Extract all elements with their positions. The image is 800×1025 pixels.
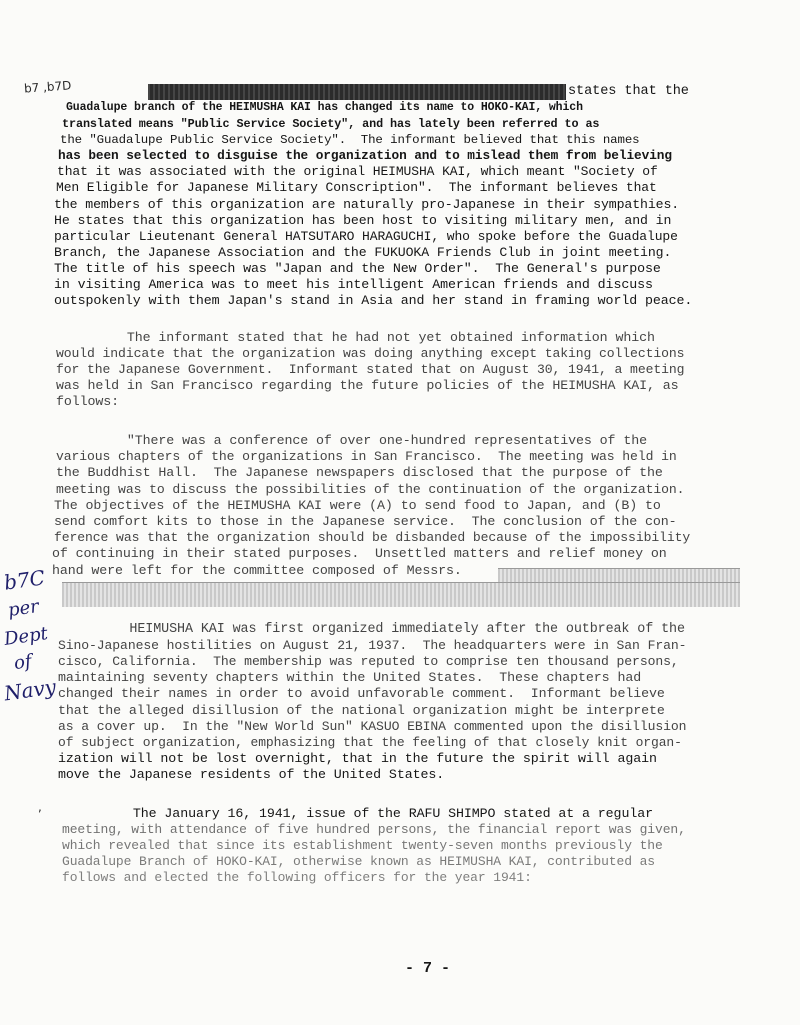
paragraph-1-line-5: has been selected to disguise the organization and to mislead them from believing xyxy=(58,148,672,163)
paragraph-1-line-8: the members of this organization are naturally pro-Japanese in their sympathies. xyxy=(54,197,680,212)
paragraph-4-line-9: ization will not be lost overnight, that in the future the spirit will again xyxy=(58,751,657,766)
paragraph-3-line-7: ference was that the organization should be disbanded because of the impossibility xyxy=(54,530,691,545)
top-left-annotation: b7 ,b7D xyxy=(23,78,72,96)
paragraph-1-line-7: Men Eligible for Japanese Military Conscription". The informant believes that xyxy=(56,180,657,195)
redaction-block xyxy=(62,582,740,607)
paragraph-3-line-5: The objectives of the HEIMUSHA KAI were (A) to send food to Japan, and (B) to xyxy=(54,498,661,513)
margin-note-line-3: Dept xyxy=(2,623,50,650)
margin-tick: , xyxy=(38,800,42,814)
paragraph-3-line-2: various chapters of the organizations in San Francisco. The meeting was held in xyxy=(56,449,677,464)
paragraph-4-line-1: HEIMUSHA KAI was first organized immediately after the outbreak of the xyxy=(58,622,685,637)
paragraph-1-line-11: Branch, the Japanese Association and the FUKUOKA Friends Club in joint meeting. xyxy=(54,245,672,260)
paragraph-1-line-1: states that the xyxy=(568,84,689,99)
paragraph-1-line-9: He states that this organization has been host to visiting military men, and in xyxy=(54,213,672,228)
paragraph-1-line-14: outspokenly with them Japan's stand in Asia and her stand in framing world peace. xyxy=(54,293,693,308)
paragraph-3-line-1: "There was a conference of over one-hundred representatives of the xyxy=(56,433,647,448)
paragraph-5-line-2: meeting, with attendance of five hundred persons, the financial report was given, xyxy=(62,822,686,837)
margin-note-line-2: per xyxy=(6,595,41,622)
paragraph-3-line-9: hand were left for the committee composed of Messrs. xyxy=(52,563,462,578)
paragraph-1-line-12: The title of his speech was "Japan and the New Order". The General's purpose xyxy=(54,261,661,276)
paragraph-4-line-10: move the Japanese residents of the United States. xyxy=(58,767,445,782)
paragraph-2-line-4: was held in San Francisco regarding the future policies of the HEIMUSHA KAI, as xyxy=(56,378,679,393)
margin-note-line-4: of xyxy=(12,650,33,675)
paragraph-4-line-8: of subject organization, emphasizing that the feeling of that closely knit organ- xyxy=(58,735,682,750)
paragraph-3-line-6: send comfort kits to those in the Japanese service. The conclusion of the con- xyxy=(54,514,677,529)
paragraph-1-line-4: the "Guadalupe Public Service Society". The informant believed that this names xyxy=(60,133,640,147)
paragraph-1-line-2: Guadalupe branch of the HEIMUSHA KAI has changed its name to HOKO-KAI, which xyxy=(66,101,583,114)
paragraph-4-line-6: that the alleged disillusion of the national organization might be interprete xyxy=(58,703,665,718)
paragraph-2-line-5: follows: xyxy=(56,394,120,409)
paragraph-2-line-3: for the Japanese Government. Informant stated that on August 30, 1941, a meeting xyxy=(56,362,685,377)
paragraph-3-line-4: meeting was to discuss the possibilities of the continuation of the organization. xyxy=(56,482,685,497)
margin-note-line-1: b7C xyxy=(2,565,47,595)
paragraph-1-line-6: that it was associated with the original HEIMUSHA KAI, which meant "Society of xyxy=(57,164,658,179)
margin-note-line-5: Navy xyxy=(2,674,58,706)
redaction-bar-top xyxy=(148,84,566,100)
paragraph-5-line-1: The January 16, 1941, issue of the RAFU SHIMPO stated at a regular xyxy=(62,806,653,821)
paragraph-4-line-7: as a cover up. In the "New World Sun" KASUO EBINA commented upon the disillusion xyxy=(58,719,687,734)
paragraph-2-line-2: would indicate that the organization was doing anything except taking collections xyxy=(56,346,685,361)
paragraph-5-line-4: Guadalupe Branch of HOKO-KAI, otherwise known as HEIMUSHA KAI, contributed as xyxy=(62,854,655,869)
paragraph-1-line-13: in visiting America was to meet his intelligent American friends and discuss xyxy=(54,277,653,292)
paragraph-4-line-4: maintaining seventy chapters within the United States. These chapters had xyxy=(58,670,642,685)
paragraph-2-line-1: The informant stated that he had not yet obtained information which xyxy=(56,330,655,345)
page-number: - 7 - xyxy=(405,960,451,977)
paragraph-5-line-5: follows and elected the following officers for the year 1941: xyxy=(62,870,532,885)
paragraph-3-line-3: the Buddhist Hall. The Japanese newspapers disclosed that the purpose of the xyxy=(56,465,663,480)
paragraph-4-line-2: Sino-Japanese hostilities on August 21, 1937. The headquarters were in San Fran- xyxy=(58,638,687,653)
paragraph-1-line-3: translated means "Public Service Society", and has lately been referred to as xyxy=(62,117,600,131)
paragraph-4-line-3: cisco, California. The membership was reputed to comprise ten thousand persons, xyxy=(58,654,679,669)
paragraph-3-line-8: of continuing in their stated purposes. Unsettled matters and relief money on xyxy=(52,546,667,561)
paragraph-5-line-3: which revealed that since its establishment twenty-seven months previously the xyxy=(62,838,663,853)
paragraph-1-line-10: particular Lieutenant General HATSUTARO HARAGUCHI, who spoke before the Guadalupe xyxy=(54,229,678,244)
paragraph-4-line-5: changed their names in order to avoid unfavorable comment. Informant believe xyxy=(58,686,665,701)
